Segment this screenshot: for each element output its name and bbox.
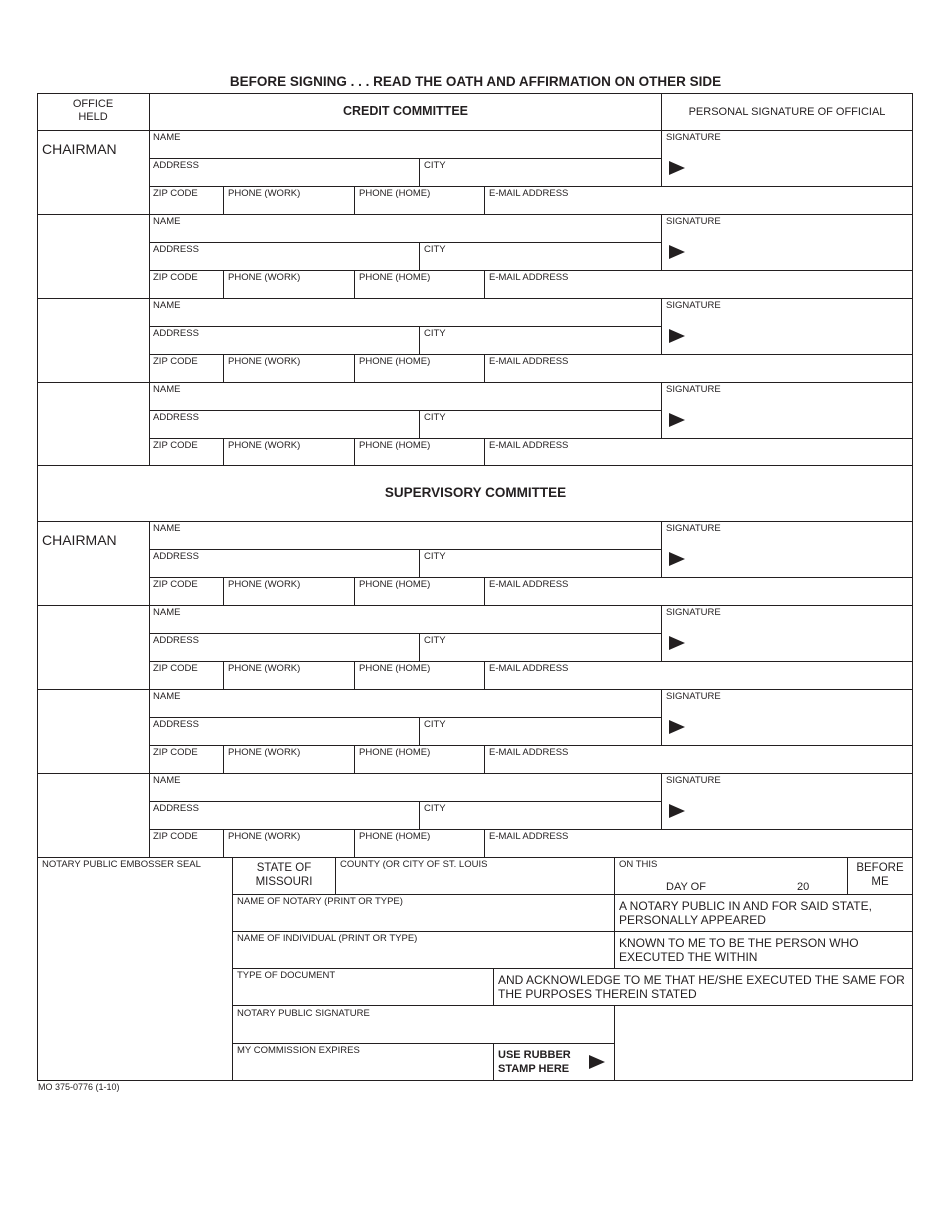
day-of-label: DAY OF xyxy=(666,881,706,893)
phone-work-field[interactable]: PHONE (WORK) xyxy=(228,188,301,199)
phone-home-field[interactable]: PHONE (HOME) xyxy=(359,272,431,283)
signature-field[interactable]: SIGNATURE xyxy=(666,384,721,395)
email-address-field[interactable]: E-MAIL ADDRESS xyxy=(489,440,569,451)
state-of-missouri: STATE OF MISSOURI xyxy=(255,862,313,888)
city-field[interactable]: CITY xyxy=(424,160,446,171)
type-of-document-field[interactable]: TYPE OF DOCUMENT xyxy=(237,970,336,981)
city-field[interactable]: CITY xyxy=(424,412,446,423)
zip-code-field[interactable]: ZIP CODE xyxy=(153,831,198,842)
phone-home-field[interactable]: PHONE (HOME) xyxy=(359,440,431,451)
name-of-individual-field[interactable]: NAME OF INDIVIDUAL (PRINT OR TYPE) xyxy=(237,933,418,944)
signature-field[interactable]: SIGNATURE xyxy=(666,775,721,786)
city-field[interactable]: CITY xyxy=(424,635,446,646)
name-field[interactable]: NAME xyxy=(153,384,181,395)
supervisory-committee-header: SUPERVISORY COMMITTEE xyxy=(384,485,567,500)
signature-field[interactable]: SIGNATURE xyxy=(666,523,721,534)
address-field[interactable]: ADDRESS xyxy=(153,328,199,339)
address-field[interactable]: ADDRESS xyxy=(153,412,199,423)
notary-in-state-text: A NOTARY PUBLIC IN AND FOR SAID STATE, PERSONALLY APPEARED xyxy=(619,899,872,927)
signature-field[interactable]: SIGNATURE xyxy=(666,607,721,618)
zip-code-field[interactable]: ZIP CODE xyxy=(153,188,198,199)
personal-signature-header: PERSONAL SIGNATURE OF OFFICIAL xyxy=(688,106,886,118)
signature-arrow-icon xyxy=(669,636,685,650)
zip-code-field[interactable]: ZIP CODE xyxy=(153,272,198,283)
phone-home-field[interactable]: PHONE (HOME) xyxy=(359,579,431,590)
year-label: 20 xyxy=(797,881,810,893)
address-field[interactable]: ADDRESS xyxy=(153,160,199,171)
phone-home-field[interactable]: PHONE (HOME) xyxy=(359,747,431,758)
signature-field[interactable]: SIGNATURE xyxy=(666,300,721,311)
phone-work-field[interactable]: PHONE (WORK) xyxy=(228,272,301,283)
phone-work-field[interactable]: PHONE (WORK) xyxy=(228,356,301,367)
city-field[interactable]: CITY xyxy=(424,719,446,730)
signature-arrow-icon xyxy=(669,804,685,818)
notary-signature-field[interactable]: NOTARY PUBLIC SIGNATURE xyxy=(237,1008,370,1019)
rubber-stamp-arrow-icon xyxy=(589,1055,605,1069)
credit-committee-header: CREDIT COMMITTEE xyxy=(343,104,468,118)
signature-arrow-icon xyxy=(669,161,685,175)
address-field[interactable]: ADDRESS xyxy=(153,635,199,646)
on-this-field[interactable]: ON THIS xyxy=(619,859,658,870)
name-of-notary-field[interactable]: NAME OF NOTARY (PRINT OR TYPE) xyxy=(237,896,403,907)
signature-field[interactable]: SIGNATURE xyxy=(666,216,721,227)
acknowledge-text: AND ACKNOWLEDGE TO ME THAT HE/SHE EXECUTED THE SAME FOR THE PURPOSES THEREIN STATED xyxy=(498,973,905,1001)
rubber-stamp-area[interactable] xyxy=(615,1006,912,1080)
phone-work-field[interactable]: PHONE (WORK) xyxy=(228,663,301,674)
office-held-value[interactable]: CHAIRMAN xyxy=(42,532,117,548)
form-title: BEFORE SIGNING . . . READ THE OATH AND AFFIRMATION ON OTHER SIDE xyxy=(229,74,722,89)
city-field[interactable]: CITY xyxy=(424,328,446,339)
county-field[interactable]: COUNTY (OR CITY OF ST. LOUIS xyxy=(340,859,488,870)
phone-home-field[interactable]: PHONE (HOME) xyxy=(359,663,431,674)
signature-field[interactable]: SIGNATURE xyxy=(666,691,721,702)
office-held-value[interactable]: CHAIRMAN xyxy=(42,141,117,157)
signature-arrow-icon xyxy=(669,245,685,259)
phone-work-field[interactable]: PHONE (WORK) xyxy=(228,440,301,451)
signature-arrow-icon xyxy=(669,329,685,343)
phone-work-field[interactable]: PHONE (WORK) xyxy=(228,831,301,842)
zip-code-field[interactable]: ZIP CODE xyxy=(153,747,198,758)
signature-arrow-icon xyxy=(669,413,685,427)
zip-code-field[interactable]: ZIP CODE xyxy=(153,356,198,367)
name-field[interactable]: NAME xyxy=(153,691,181,702)
address-field[interactable]: ADDRESS xyxy=(153,551,199,562)
zip-code-field[interactable]: ZIP CODE xyxy=(153,440,198,451)
name-field[interactable]: NAME xyxy=(153,775,181,786)
city-field[interactable]: CITY xyxy=(424,551,446,562)
email-address-field[interactable]: E-MAIL ADDRESS xyxy=(489,747,569,758)
phone-home-field[interactable]: PHONE (HOME) xyxy=(359,356,431,367)
office-held-header: OFFICE HELD xyxy=(72,98,114,123)
zip-code-field[interactable]: ZIP CODE xyxy=(153,663,198,674)
email-address-field[interactable]: E-MAIL ADDRESS xyxy=(489,579,569,590)
phone-work-field[interactable]: PHONE (WORK) xyxy=(228,747,301,758)
name-field[interactable]: NAME xyxy=(153,300,181,311)
signature-arrow-icon xyxy=(669,552,685,566)
before-me-label: BEFORE ME xyxy=(856,862,904,888)
email-address-field[interactable]: E-MAIL ADDRESS xyxy=(489,272,569,283)
name-field[interactable]: NAME xyxy=(153,216,181,227)
email-address-field[interactable]: E-MAIL ADDRESS xyxy=(489,831,569,842)
name-field[interactable]: NAME xyxy=(153,132,181,143)
email-address-field[interactable]: E-MAIL ADDRESS xyxy=(489,356,569,367)
commission-expires-field[interactable]: MY COMMISSION EXPIRES xyxy=(237,1045,360,1056)
zip-code-field[interactable]: ZIP CODE xyxy=(153,579,198,590)
rubber-stamp-label: USE RUBBER STAMP HERE xyxy=(498,1049,571,1075)
phone-home-field[interactable]: PHONE (HOME) xyxy=(359,831,431,842)
email-address-field[interactable]: E-MAIL ADDRESS xyxy=(489,663,569,674)
city-field[interactable]: CITY xyxy=(424,803,446,814)
signature-field[interactable]: SIGNATURE xyxy=(666,132,721,143)
address-field[interactable]: ADDRESS xyxy=(153,244,199,255)
name-field[interactable]: NAME xyxy=(153,607,181,618)
form-number: MO 375-0776 (1-10) xyxy=(38,1082,120,1092)
email-address-field[interactable]: E-MAIL ADDRESS xyxy=(489,188,569,199)
address-field[interactable]: ADDRESS xyxy=(153,803,199,814)
city-field[interactable]: CITY xyxy=(424,244,446,255)
phone-home-field[interactable]: PHONE (HOME) xyxy=(359,188,431,199)
name-field[interactable]: NAME xyxy=(153,523,181,534)
signature-arrow-icon xyxy=(669,720,685,734)
known-to-me-text: KNOWN TO ME TO BE THE PERSON WHO EXECUTED THE WITHIN xyxy=(619,936,859,964)
address-field[interactable]: ADDRESS xyxy=(153,719,199,730)
notary-embosser-seal-area[interactable]: NOTARY PUBLIC EMBOSSER SEAL xyxy=(42,859,201,870)
phone-work-field[interactable]: PHONE (WORK) xyxy=(228,579,301,590)
